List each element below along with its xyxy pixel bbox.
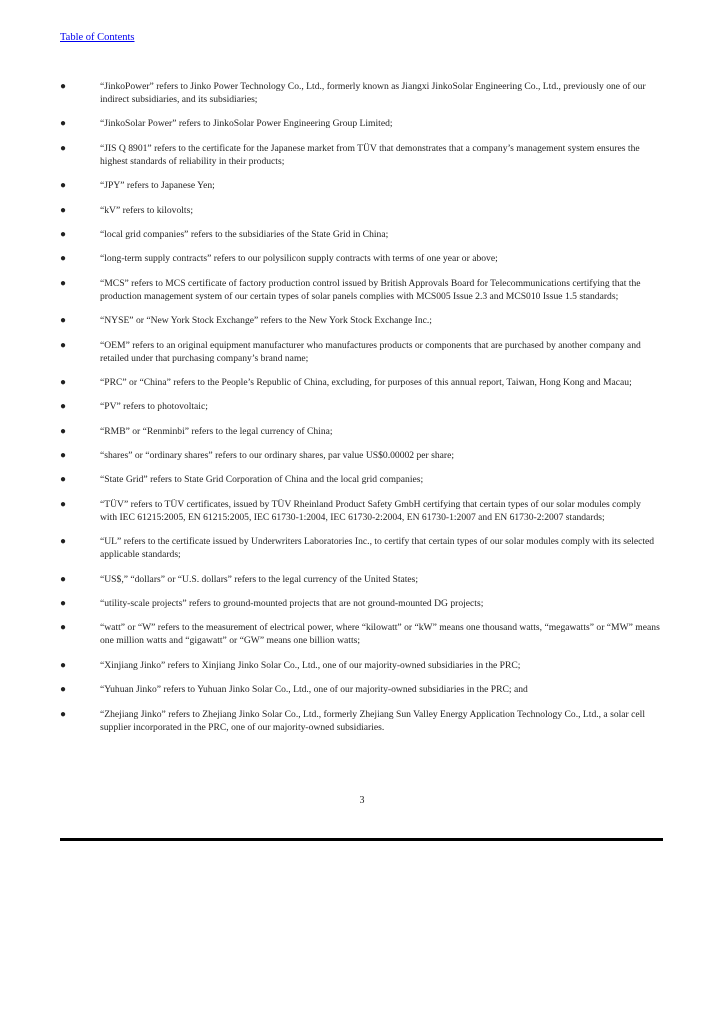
bullet-icon: ● <box>60 118 67 130</box>
definition-text: “JPY” refers to Japanese Yen; <box>100 180 215 192</box>
definition-item <box>60 708 660 734</box>
definition-text: “TÜV” refers to TÜV certificates, issued by TÜV Rheinland Product Safety GmbH certifying that certain types of our solar modules comply with IEC 61215:2005, EN 61215:2005, IEC 61730-1:2004, IEC 61730-2:2004, EN 61730-1:2007 and EN 61730-2:2007 standards; <box>100 498 641 523</box>
bullet-icon: ● <box>60 253 67 265</box>
bullet-icon: ● <box>60 474 67 486</box>
bullet-icon: ● <box>60 498 67 510</box>
definitions-list <box>60 80 660 745</box>
definition-item <box>60 498 660 524</box>
definition-item <box>60 473 660 486</box>
bullet-icon: ● <box>60 277 67 289</box>
definition-text: “shares” or “ordinary shares” refers to our ordinary shares, par value US$0.00002 per share; <box>100 450 455 462</box>
definition-item <box>60 535 660 561</box>
definition-text: “kV” refers to kilovolts; <box>100 204 193 216</box>
definition-text: “OEM” refers to an original equipment manufacturer who manufactures products or components that are purchased by another company and retailed under that purchasing company’s brand name; <box>100 339 641 364</box>
definition-item <box>60 659 660 672</box>
definition-item <box>60 252 660 265</box>
definition-text: “PV” refers to photovoltaic; <box>100 401 208 413</box>
definition-item <box>60 400 660 413</box>
definition-item <box>60 597 660 610</box>
definition-text: “RMB” or “Renminbi” refers to the legal currency of China; <box>100 425 333 437</box>
definition-item <box>60 142 660 168</box>
definition-text: “Zhejiang Jinko” refers to Zhejiang Jinko Solar Co., Ltd., formerly Zhejiang Sun Valley Energy Application Technology Co., Ltd., a solar cell supplier incorporated in the PRC, one of our majority-owned subsidiaries. <box>100 708 645 733</box>
bullet-icon: ● <box>60 339 67 351</box>
definition-item <box>60 228 660 241</box>
definition-item <box>60 683 660 696</box>
definition-item <box>60 376 660 389</box>
definition-item <box>60 339 660 365</box>
bullet-icon: ● <box>60 708 67 720</box>
bullet-icon: ● <box>60 450 67 462</box>
definition-text: “JinkoPower” refers to Jinko Power Technology Co., Ltd., formerly known as Jiangxi JinkoSolar Engineering Co., Ltd., previously one of our indirect subsidiaries, and its subsidiaries; <box>100 81 646 105</box>
definition-text: “Xinjiang Jinko” refers to Xinjiang Jinko Solar Co., Ltd., one of our majority-owned subsidiaries in the PRC; <box>100 659 521 671</box>
definition-item <box>60 80 660 106</box>
bullet-icon: ● <box>60 425 67 437</box>
bullet-icon: ● <box>60 401 67 413</box>
page-number: 3 <box>359 795 365 806</box>
bullet-icon: ● <box>60 81 67 92</box>
bullet-icon: ● <box>60 659 67 671</box>
definition-item <box>60 277 660 303</box>
bullet-icon: ● <box>60 180 67 192</box>
bullet-icon: ● <box>60 142 67 154</box>
definition-item <box>60 179 660 192</box>
bullet-icon: ● <box>60 315 67 327</box>
definition-text: “Yuhuan Jinko” refers to Yuhuan Jinko Solar Co., Ltd., one of our majority-owned subsidiaries in the PRC; and <box>100 684 528 696</box>
definition-text: “utility-scale projects” refers to ground-mounted projects that are not ground-mounted DG projects; <box>100 598 484 610</box>
definition-item <box>60 204 660 217</box>
definition-text: “long-term supply contracts” refers to our polysilicon supply contracts with terms of one year or above; <box>100 253 498 265</box>
definition-text: “NYSE” or “New York Stock Exchange” refers to the New York Stock Exchange Inc.; <box>100 315 432 327</box>
page-divider <box>60 838 663 841</box>
bullet-icon: ● <box>60 204 67 216</box>
definition-text: “local grid companies” refers to the subsidiaries of the State Grid in China; <box>100 228 389 240</box>
bullet-icon: ● <box>60 573 67 585</box>
definition-text: “watt” or “W” refers to the measurement of electrical power, where “kilowatt” or “kW” means one thousand watts, “megawatts” or “MW” means one million watts and “gigawatt” or “GW” means one billion watts; <box>100 622 660 647</box>
definition-item <box>60 425 660 438</box>
bullet-icon: ● <box>60 228 67 240</box>
definition-item <box>60 449 660 462</box>
bullet-icon: ● <box>60 598 67 610</box>
definition-text: “UL” refers to the certificate issued by Underwriters Laboratories Inc., to certify that certain types of our solar modules comply with its selected applicable standards; <box>100 536 655 561</box>
definition-text: “State Grid” refers to State Grid Corporation of China and the local grid companies; <box>100 474 424 486</box>
definition-text: “JIS Q 8901” refers to the certificate for the Japanese market from TÜV that demonstrates that a company’s management system ensures the highest standards of reliability in their products; <box>100 142 640 167</box>
definition-text: “US$,” “dollars” or “U.S. dollars” refers to the legal currency of the United States; <box>100 573 419 585</box>
table-of-contents-link[interactable]: Table of Contents <box>60 32 135 43</box>
definition-item <box>60 621 660 647</box>
definition-text: “PRC” or “China” refers to the People’s Republic of China, excluding, for purposes of this annual report, Taiwan, Hong Kong and Macau; <box>100 376 632 388</box>
definition-item <box>60 117 660 130</box>
bullet-icon: ● <box>60 684 67 696</box>
definition-text: “JinkoSolar Power” refers to JinkoSolar Power Engineering Group Limited; <box>100 118 393 130</box>
definition-item <box>60 573 660 586</box>
bullet-icon: ● <box>60 376 67 388</box>
bullet-icon: ● <box>60 536 67 548</box>
bullet-icon: ● <box>60 622 67 634</box>
definition-text: “MCS” refers to MCS certificate of factory production control issued by British Approvals Board for Telecommunications certifying that the production management system of our certain types of solar panels complies with MCS005 Issue 2.3 and MCS010 Issue 1.5 standards; <box>100 277 641 302</box>
definition-item <box>60 314 660 327</box>
